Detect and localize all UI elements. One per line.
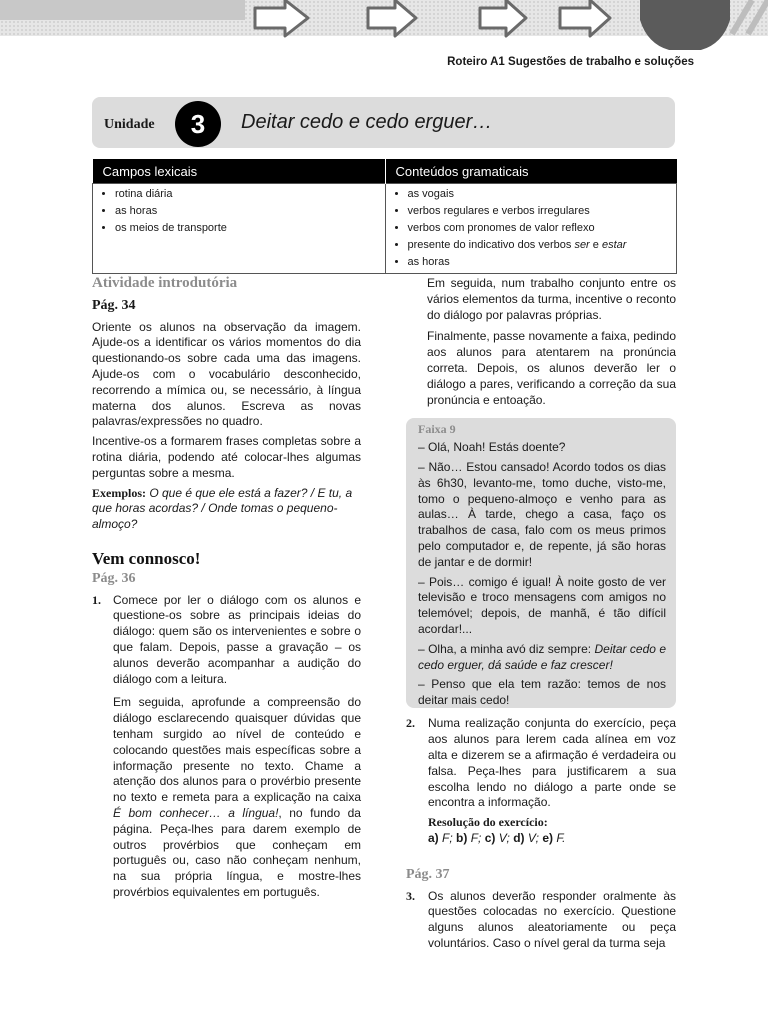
answer-key: d): [513, 830, 525, 845]
dialogue-line: [418, 642, 666, 674]
dialogue-text: – Olha, a minha avó diz sempre:: [418, 641, 595, 656]
item1-paragraph-1: Comece por ler o diálogo com os alunos e questione-os sobre as principais ideias do diálogo: quem são os intervenientes e sobre o que falam. Depois, passe a gravação – os alunos deverão acompanhar a audição do diálogo com a leitura.: [113, 592, 361, 686]
grammar-item: • as vogais: [408, 186, 671, 203]
resolution-label: Resolução do exercício:: [428, 815, 548, 830]
lexical-item: • rotina diária: [115, 186, 379, 203]
item1-paragraph-2: [113, 695, 361, 900]
page-ref-34: Pág. 34: [92, 297, 136, 313]
grammar-item: • verbos com pronomes de valor reflexo: [408, 220, 671, 237]
dialogue-line: – Pois… comigo é igual! À noite gosto de ver televisão e troco mensagens com amigos no telemóvel; depois, de manhã, é tão difícil acordar!...: [418, 574, 666, 636]
item2-paragraph: Numa realização conjunta do exercício, peça aos alunos para lerem cada alínea em voz alta e dizerem se a afirmação é verdadeira ou falsa. Peça-lhes para justificarem a sua escolha lendo no diálogo a parte onde se encontra a informação.: [428, 716, 676, 810]
right-column: [406, 276, 676, 956]
answer-key: c): [484, 830, 496, 845]
item1-box-reference: É bom conhecer… a língua!: [113, 805, 279, 820]
audio-transcript-box: [406, 418, 676, 708]
intro-paragraph-2: Incentive-os a formarem frases completas sobre a rotina diária, podendo até colocar-lhes algumas perguntas sobre a mesma.: [92, 434, 361, 480]
roteiro-header: Roteiro A1 Sugestões de trabalho e soluções: [447, 56, 694, 68]
unit-label: Unidade: [104, 117, 155, 132]
item1-text-a: Em seguida, aprofunde a compreensão do diálogo esclarecendo quaisquer dúvidas que tenham surgido ao nível de conteúdo e colocando questões mais específicas sobre a informação presente no texto. Chame a atenção dos alunos para o provérbio presente no texto e remeta para a explicação na caixa: [113, 695, 361, 805]
item1-text-b: , no fundo da página. Peça-lhes para darem exemplo de outros provérbios que conheçam em português ou, caso não conheçam nenhum, na sua própria língua, e mostre-lhes provérbios equivalentes em português.: [113, 805, 361, 899]
answer-value: F.: [556, 830, 566, 845]
left-column: [92, 276, 361, 905]
examples-label: Exemplos:: [92, 485, 146, 500]
answers-line: [428, 831, 676, 847]
answer-value: F;: [442, 830, 453, 845]
grammar-contents-cell: [385, 184, 677, 274]
lexical-item: • os meios de transporte: [115, 220, 379, 237]
activity-item-3: [406, 889, 676, 952]
vem-connosco-heading: Vem connosco!: [92, 548, 201, 568]
answer-value: V;: [527, 830, 539, 845]
grammar-contents-header: Conteúdos gramaticais: [385, 159, 677, 184]
answer-key: b): [456, 830, 468, 845]
answer-value: V;: [498, 830, 510, 845]
lexical-fields-cell: [93, 184, 386, 274]
answer-value: F;: [470, 830, 482, 845]
track-title: Faixa 9: [418, 422, 456, 437]
page-ref-37: Pág. 37: [406, 866, 450, 882]
answer-key: a): [428, 830, 439, 845]
answer-key: e): [542, 830, 554, 845]
unit-title: Deitar cedo e cedo erguer…: [241, 111, 493, 133]
dialogue-line: – Olá, Noah! Estás doente?: [418, 440, 566, 455]
page-ref-36: Pág. 36: [92, 570, 136, 586]
item-number: 3.: [406, 888, 415, 903]
unit-number-badge: 3: [175, 101, 221, 147]
proverb-text: Deitar cedo e cedo erguer, dá saúde e faz crescer!: [418, 641, 666, 672]
lexical-item: • as horas: [115, 203, 379, 220]
pronunciation-paragraph: Finalmente, passe novamente a faixa, pedindo aos alunos para atentarem na pronúncia correta. Depois, os alunos deverão ler o diálogo a pares, verificando a correção da sua pronúncia e entoação.: [427, 329, 676, 407]
dialogue-line: – Penso que ela tem razão: temos de nos deitar mais cedo!: [418, 677, 666, 708]
grammar-item: • as horas: [408, 254, 671, 271]
grammar-item: • presente do indicativo dos verbos ser e estar: [408, 237, 671, 254]
item-number: 2.: [406, 716, 415, 731]
intro-paragraph-1: Oriente os alunos na observação da imagem. Ajude-os a identificar os vários momentos do dia questionando-os sobre cada uma das imagens. Ajude-os com o vocabulário desconhecido, recorrendo a mímica ou, se necessário, à língua materna dos alunos. Escreva as novas palavras/expressões no quadro.: [92, 319, 361, 429]
item-number: 1.: [92, 592, 101, 607]
recount-paragraph: Em seguida, num trabalho conjunto entre os vários elementos da turma, incentive o reconto do diálogo por palavras próprias.: [427, 276, 676, 322]
topics-table: [92, 159, 677, 274]
intro-heading: Atividade introdutória: [92, 275, 238, 291]
examples-paragraph: [92, 486, 361, 533]
lexical-fields-header: Campos lexicais: [93, 159, 386, 184]
header-decoration: [0, 0, 768, 50]
grammar-item: • verbos regulares e verbos irregulares: [408, 203, 671, 220]
dialogue-line: – Não… Estou cansado! Acordo todos os dias às 6h30, levanto-me, tomo duche, visto-me, tomo o pequeno-almoço e venho para as aulas… À tarde, chego a casa, faço os trabalhos de casa, falo com os meus primos pelo computador e, de repente, já são horas de jantar e de dormir!: [418, 459, 666, 569]
activity-item-2: [406, 716, 676, 846]
item3-paragraph: Os alunos deverão responder oralmente às questões colocadas no exercício. Questione alguns alunos aleatoriamente ou peça voluntários. Caso o nível geral da turma seja: [428, 888, 676, 950]
activity-item-1: [92, 593, 361, 901]
unit-banner: [92, 97, 675, 148]
examples-text: O que é que ele está a fazer? / E tu, a que horas acordas? / Onde tomas o pequeno-almoço?: [92, 485, 353, 532]
